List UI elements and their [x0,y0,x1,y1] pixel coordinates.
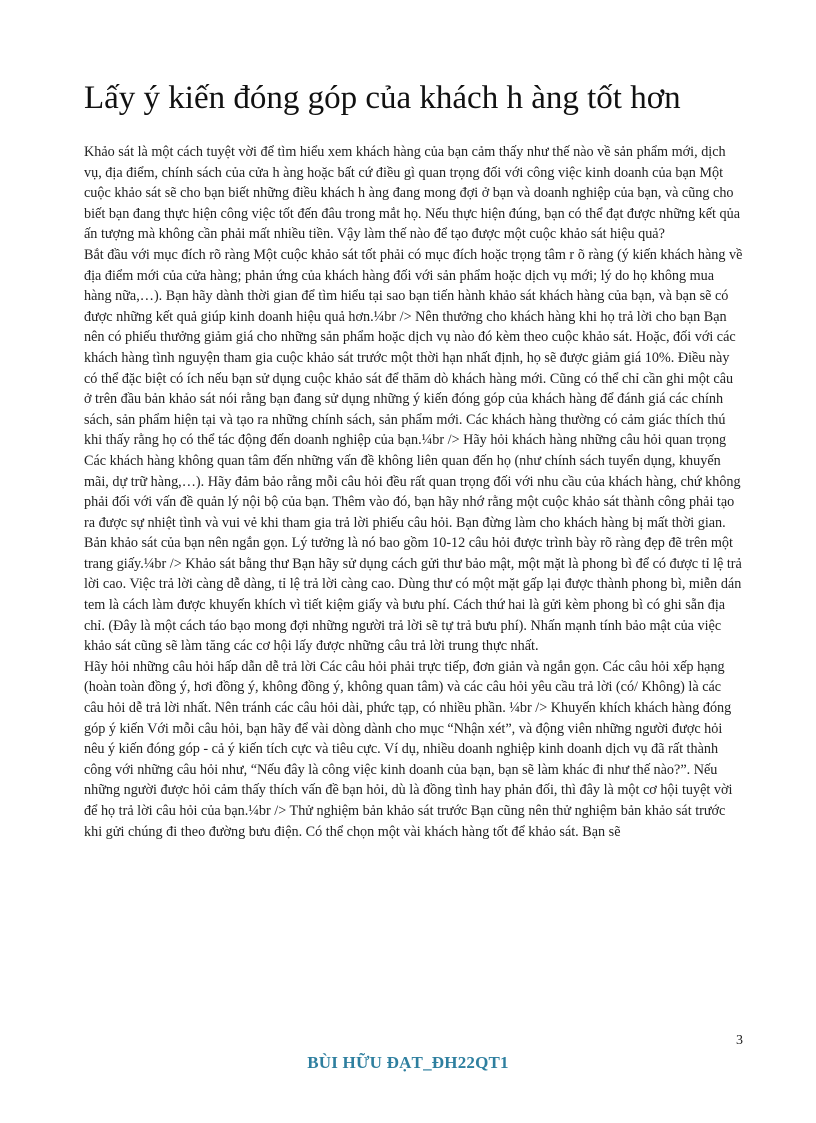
paragraph-question-tips: Hãy hỏi những câu hỏi hấp dẫn dễ trả lời Các câu hỏi phải trực tiếp, đơn giản và ngắn gọn. Các câu hỏi xếp hạng (hoàn toàn đồng ý, hơi đồng ý, không đồng ý, không quan tâm) và các câu hỏi yêu cầu trả lời (có/ Không) là các câu hỏi dễ trả lời nhất. Nên tránh các câu hỏi dài, phức tạp, có nhiều phần. ¼br /> Khuyến khích khách hàng đóng góp ý kiến Với mỗi câu hỏi, bạn hãy để vài dòng dành cho mục “Nhận xét”, và động viên những người được hỏi nêu ý kiến đóng góp - cả ý kiến tích cực và tiêu cực. Ví dụ, nhiều doanh nghiệp kinh doanh dịch vụ đã rất thành công với những câu hỏi như, “Nếu đây là công việc kinh doanh của bạn, bạn sẽ làm khác đi như thế nào?”. Nếu những người được hỏi cảm thấy thích vấn đề bạn hỏi, dù là đồng tình hay phản đối, thì đây là một cơ hội tuyệt vời để họ trả lời câu hỏi của bạn.¼br /> Thử nghiệm bản khảo sát trước Bạn cũng nên thử nghiệm bản khảo sát trước khi gửi chúng đi theo đường bưu điện. Có thể chọn một vài khách hàng tốt để khảo sát. Bạn sẽ [84,658,733,840]
document-body [84,142,744,842]
page-number: 3 [736,1033,743,1048]
paragraph-survey-tips: Bắt đầu với mục đích rõ ràng Một cuộc khảo sát tốt phải có mục đích hoặc trọng tâm r õ ràng (ý kiến khách hàng về địa điểm mới của cửa hàng; phản ứng của khách hàng đối với sản phẩm hoặc dịch vụ mới; lý do họ không mua hàng nữa,…). Bạn hãy dành thời gian để tìm hiểu tại sao bạn tiến hành khảo sát khách hàng của bạn, và bạn sẽ có được những kết quả giúp kinh doanh hiệu quả hơn.¼br /> Nên thưởng cho khách hàng khi họ trả lời cho bạn Bạn nên có phiếu thưởng giảm giá cho những sản phẩm hoặc dịch vụ nào đó kèm theo cuộc khảo sát. Hoặc, đối với các khách hàng tình nguyện tham gia cuộc khảo sát trước một thời hạn nhất định, họ sẽ được giảm giá 10%. Điều này có thể đặc biệt có ích nếu bạn sử dụng cuộc khảo sát để thăm dò khách hàng mới. Cũng có thể chỉ cần ghi một câu ở trên đầu bản khảo sát nói rằng bạn đang sử dụng những ý kiến đóng góp của khách hàng để đánh giá các chính sách, sản phẩm hiện tại và tạo ra những chính sách, sản phẩm mới. Các khách hàng thường có cảm giác thích thú khi thấy rằng họ có thể tác động đến doanh nghiệp của bạn.¼br /> Hãy hỏi khách hàng những câu hỏi quan trọng Các khách hàng không quan tâm đến những vấn đề không liên quan đến họ (như chính sách tuyển dụng, khuyến mãi, dự trữ hàng,…). Hãy đảm bảo rằng mỗi câu hỏi đều rất quan trọng đối với nhu cầu của khách hàng, chứ không phải đối với vấn đề quản lý nội bộ của bạn. Thêm vào đó, bạn hãy nhớ rằng một cuộc khảo sát thành công phải tạo ra được sự nhiệt tình và vui vẻ khi tham gia trả lời phiếu câu hỏi. Bạn đừng làm cho khách hàng bị mất thời gian. Bản khảo sát của bạn nên ngắn gọn. Lý tưởng là nó bao gồm 10-12 câu hỏi được trình bày rõ ràng đẹp đẽ trên một trang giấy.¼br /> Khảo sát bằng thư Bạn hãy sử dụng cách gửi thư bảo mật, một mặt là phong bì để có được tỉ lệ trả lời cao. Việc trả lời càng dễ dàng, tỉ lệ trả lời càng cao. Dùng thư có một mặt gấp lại được thành phong bì, miễn dán tem là cách làm được khuyến khích vì tiết kiệm giấy và bưu phí. Cách thứ hai là gửi kèm phong bì có ghi sẵn địa chỉ. (Đây là một cách táo bạo mong đợi những người trả lời sẽ tự trả bưu phí). Nhấn mạnh tính bảo mật của việc khảo sát cũng sẽ làm tăng các cơ hội lấy được những câu trả lời trung thực nhất. [84,246,743,655]
footer-author: BÙI HỮU ĐẠT_ĐH22QT1 [307,1053,509,1072]
paragraph-intro: Khảo sát là một cách tuyệt vời để tìm hiểu xem khách hàng của bạn cảm thấy như thế nào về sản phẩm mới, dịch vụ, địa điểm, chính sách của cửa h àng hoặc bất cứ điều gì quan trọng đối với công việc kinh doanh của bạn Một cuộc khảo sát sẽ cho bạn biết những điều khách h àng đang mong đợi ở bạn và doanh nghiệp của bạn, và cũng cho biết bạn đang thực hiện công việc tốt đến đâu trong mắt họ. Nếu thực hiện đúng, bạn có thể đạt được những kết qủa ấn tượng mà không cần phải mất nhiều tiền. Vậy làm thế nào để tạo được một cuộc khảo sát hiệu quả? [84,144,741,243]
page-title: Lấy ý kiến đóng góp của khách h àng tốt hơn [84,80,681,116]
